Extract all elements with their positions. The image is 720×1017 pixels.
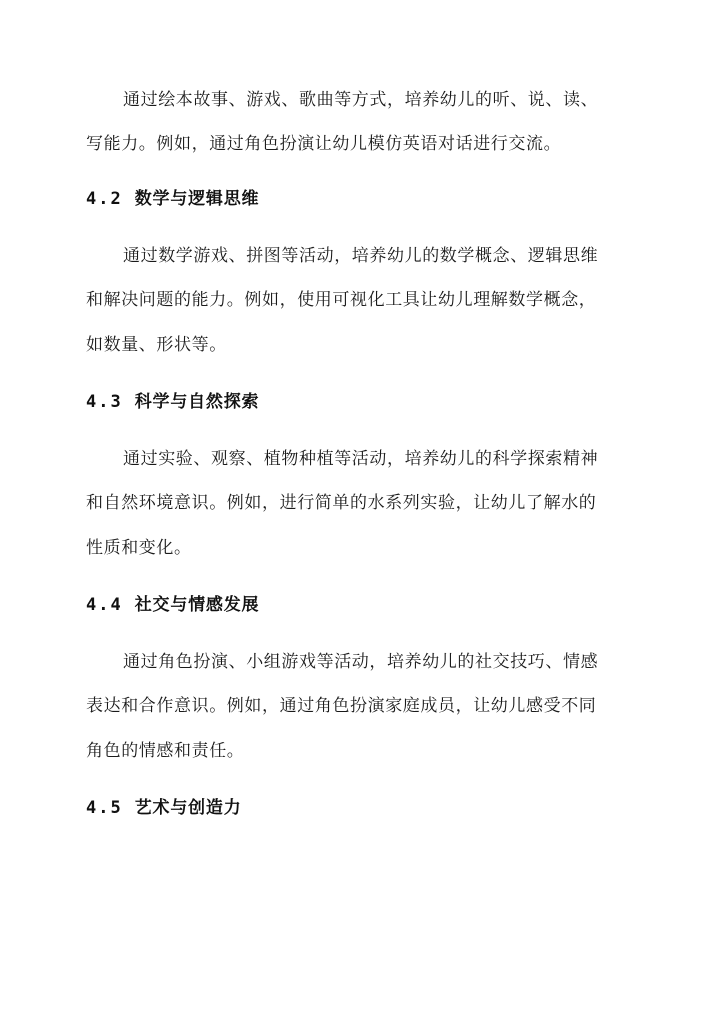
paragraph-line: 角色的情感和责任。 [86, 741, 245, 761]
paragraph-line: 和自然环境意识。例如，进行简单的水系列实验，让幼儿了解水的 [86, 493, 597, 513]
paragraph-line: 写能力。例如，通过角色扮演让幼儿模仿英语对话进行交流。 [86, 134, 562, 154]
paragraph-line: 通过数学游戏、拼图等活动，培养幼儿的数学概念、逻辑思维 [123, 246, 599, 266]
paragraph-line: 如数量、形状等。 [86, 335, 227, 355]
section-title: 科学与自然探索 [134, 392, 260, 412]
section-heading-4-2 [86, 187, 259, 211]
paragraph-line: 通过角色扮演、小组游戏等活动，培养幼儿的社交技巧、情感 [123, 652, 599, 672]
section-number: 4.2 [86, 189, 123, 209]
paragraph-line: 通过绘本故事、游戏、歌曲等方式，培养幼儿的听、说、读、 [123, 90, 599, 110]
paragraph-line: 表达和合作意识。例如，通过角色扮演家庭成员，让幼儿感受不同 [86, 696, 597, 716]
section-title: 社交与情感发展 [134, 595, 260, 615]
section-title: 数学与逻辑思维 [134, 189, 260, 209]
paragraph-line: 和解决问题的能力。例如，使用可视化工具让幼儿理解数学概念， [86, 290, 597, 310]
section-title: 艺术与创造力 [134, 798, 242, 818]
section-heading-4-3 [86, 390, 259, 414]
paragraph-line: 性质和变化。 [86, 538, 192, 558]
section-heading-4-4 [86, 593, 259, 617]
section-number: 4.4 [86, 595, 123, 615]
section-heading-4-5 [86, 796, 242, 820]
paragraph-line: 通过实验、观察、植物种植等活动，培养幼儿的科学探索精神 [123, 449, 599, 469]
section-number: 4.5 [86, 798, 123, 818]
section-number: 4.3 [86, 392, 123, 412]
